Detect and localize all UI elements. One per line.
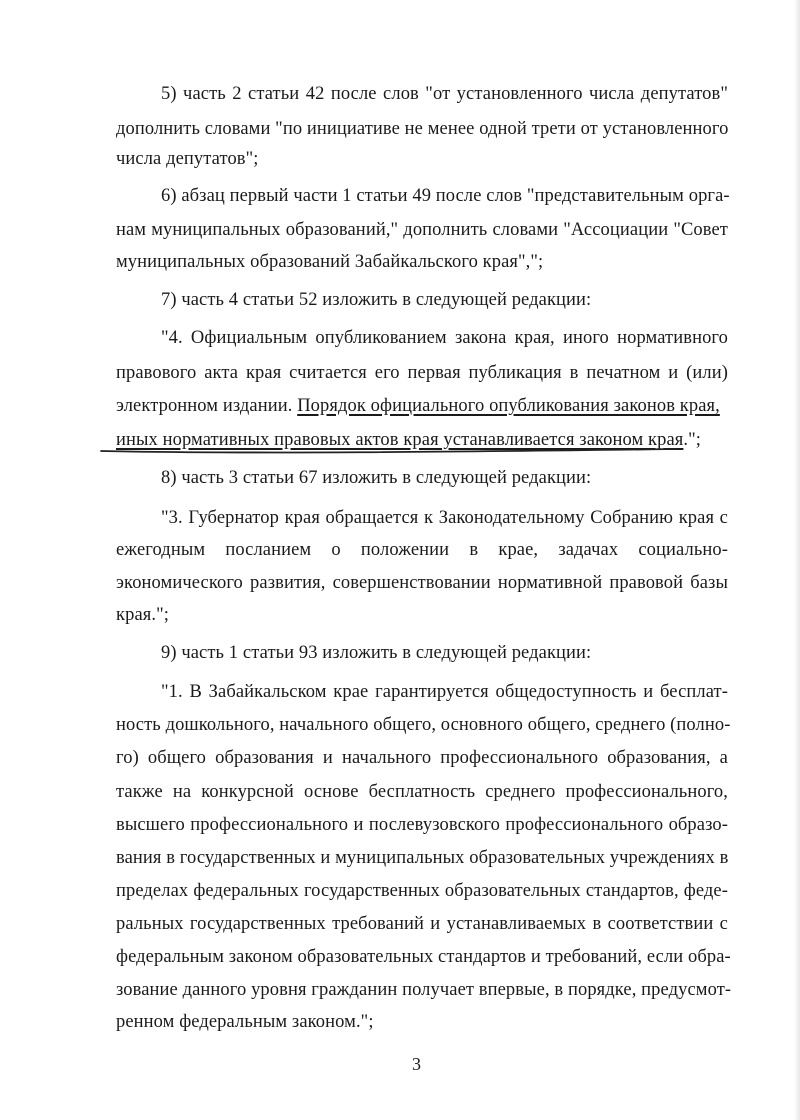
text-segment: ."; <box>683 430 702 450</box>
text-line: вания в государственных и муниципальных образовательных учреждениях в <box>116 848 729 868</box>
text-line: пределах федеральных государственных образовательных стандартов, феде- <box>116 881 728 901</box>
text-line: 5) часть 2 статьи 42 после слов "от установленного числа депутатов" <box>161 84 728 104</box>
text-line: зование данного уровня гражданин получает впервые, в порядке, предусмот- <box>116 980 732 1000</box>
text-line: "1. В Забайкальском крае гарантируется общедоступность и бесплат- <box>161 682 728 702</box>
text-line: "3. Губернатор края обращается к Законодательному Собранию края с <box>161 508 728 528</box>
underlined-text: иных нормативных правовых актов края устанавливается законом края <box>116 430 684 450</box>
text-line: также на конкурсной основе бесплатность среднего профессионального, <box>116 782 728 802</box>
text-line <box>116 394 720 418</box>
scan-edge <box>794 0 800 1120</box>
text-line: ежегодным посланием о положении в крае, задачах социально- <box>116 540 728 560</box>
text-line: числа депутатов"; <box>116 149 259 169</box>
text-segment: электронном издании. <box>116 396 298 416</box>
underlined-text: Порядок официального опубликования законов края, <box>297 396 720 416</box>
text-line <box>116 428 701 452</box>
text-line: муниципальных образований Забайкальского края","; <box>116 252 544 272</box>
text-line: ральных государственных требований и устанавливаемых в соответствии с <box>116 914 728 934</box>
text-line: 7) часть 4 статьи 52 изложить в следующей редакции: <box>161 290 592 310</box>
text-line: ность дошкольного, начального общего, основного общего, среднего (полно- <box>116 715 731 735</box>
text-line: "4. Официальным опубликованием закона края, иного нормативного <box>161 328 728 348</box>
text-line: 8) часть 3 статьи 67 изложить в следующей редакции: <box>161 468 592 488</box>
text-line: экономического развития, совершенствовании нормативной правовой базы <box>116 573 728 593</box>
text-line: правового акта края считается его первая публикация в печатном и (или) <box>116 363 728 383</box>
page-number: 3 <box>412 1054 421 1074</box>
text-line: 9) часть 1 статьи 93 изложить в следующей редакции: <box>161 643 592 663</box>
text-line: высшего профессионального и послевузовского профессионального образо- <box>116 815 728 835</box>
text-line: федеральным законом образовательных стандартов и требований, если обра- <box>116 947 731 967</box>
text-line: нам муниципальных образований," дополнить словами "Ассоциации "Совет <box>116 220 728 240</box>
text-line: края."; <box>116 605 169 625</box>
text-line: дополнить словами "по инициативе не менее одной трети от установленного <box>116 119 729 139</box>
text-line: 6) абзац первый части 1 статьи 49 после слов "представительным орга- <box>161 186 730 206</box>
text-line: го) общего образования и начального профессионального образования, а <box>116 748 728 768</box>
text-line: ренном федеральным законом."; <box>116 1012 374 1032</box>
